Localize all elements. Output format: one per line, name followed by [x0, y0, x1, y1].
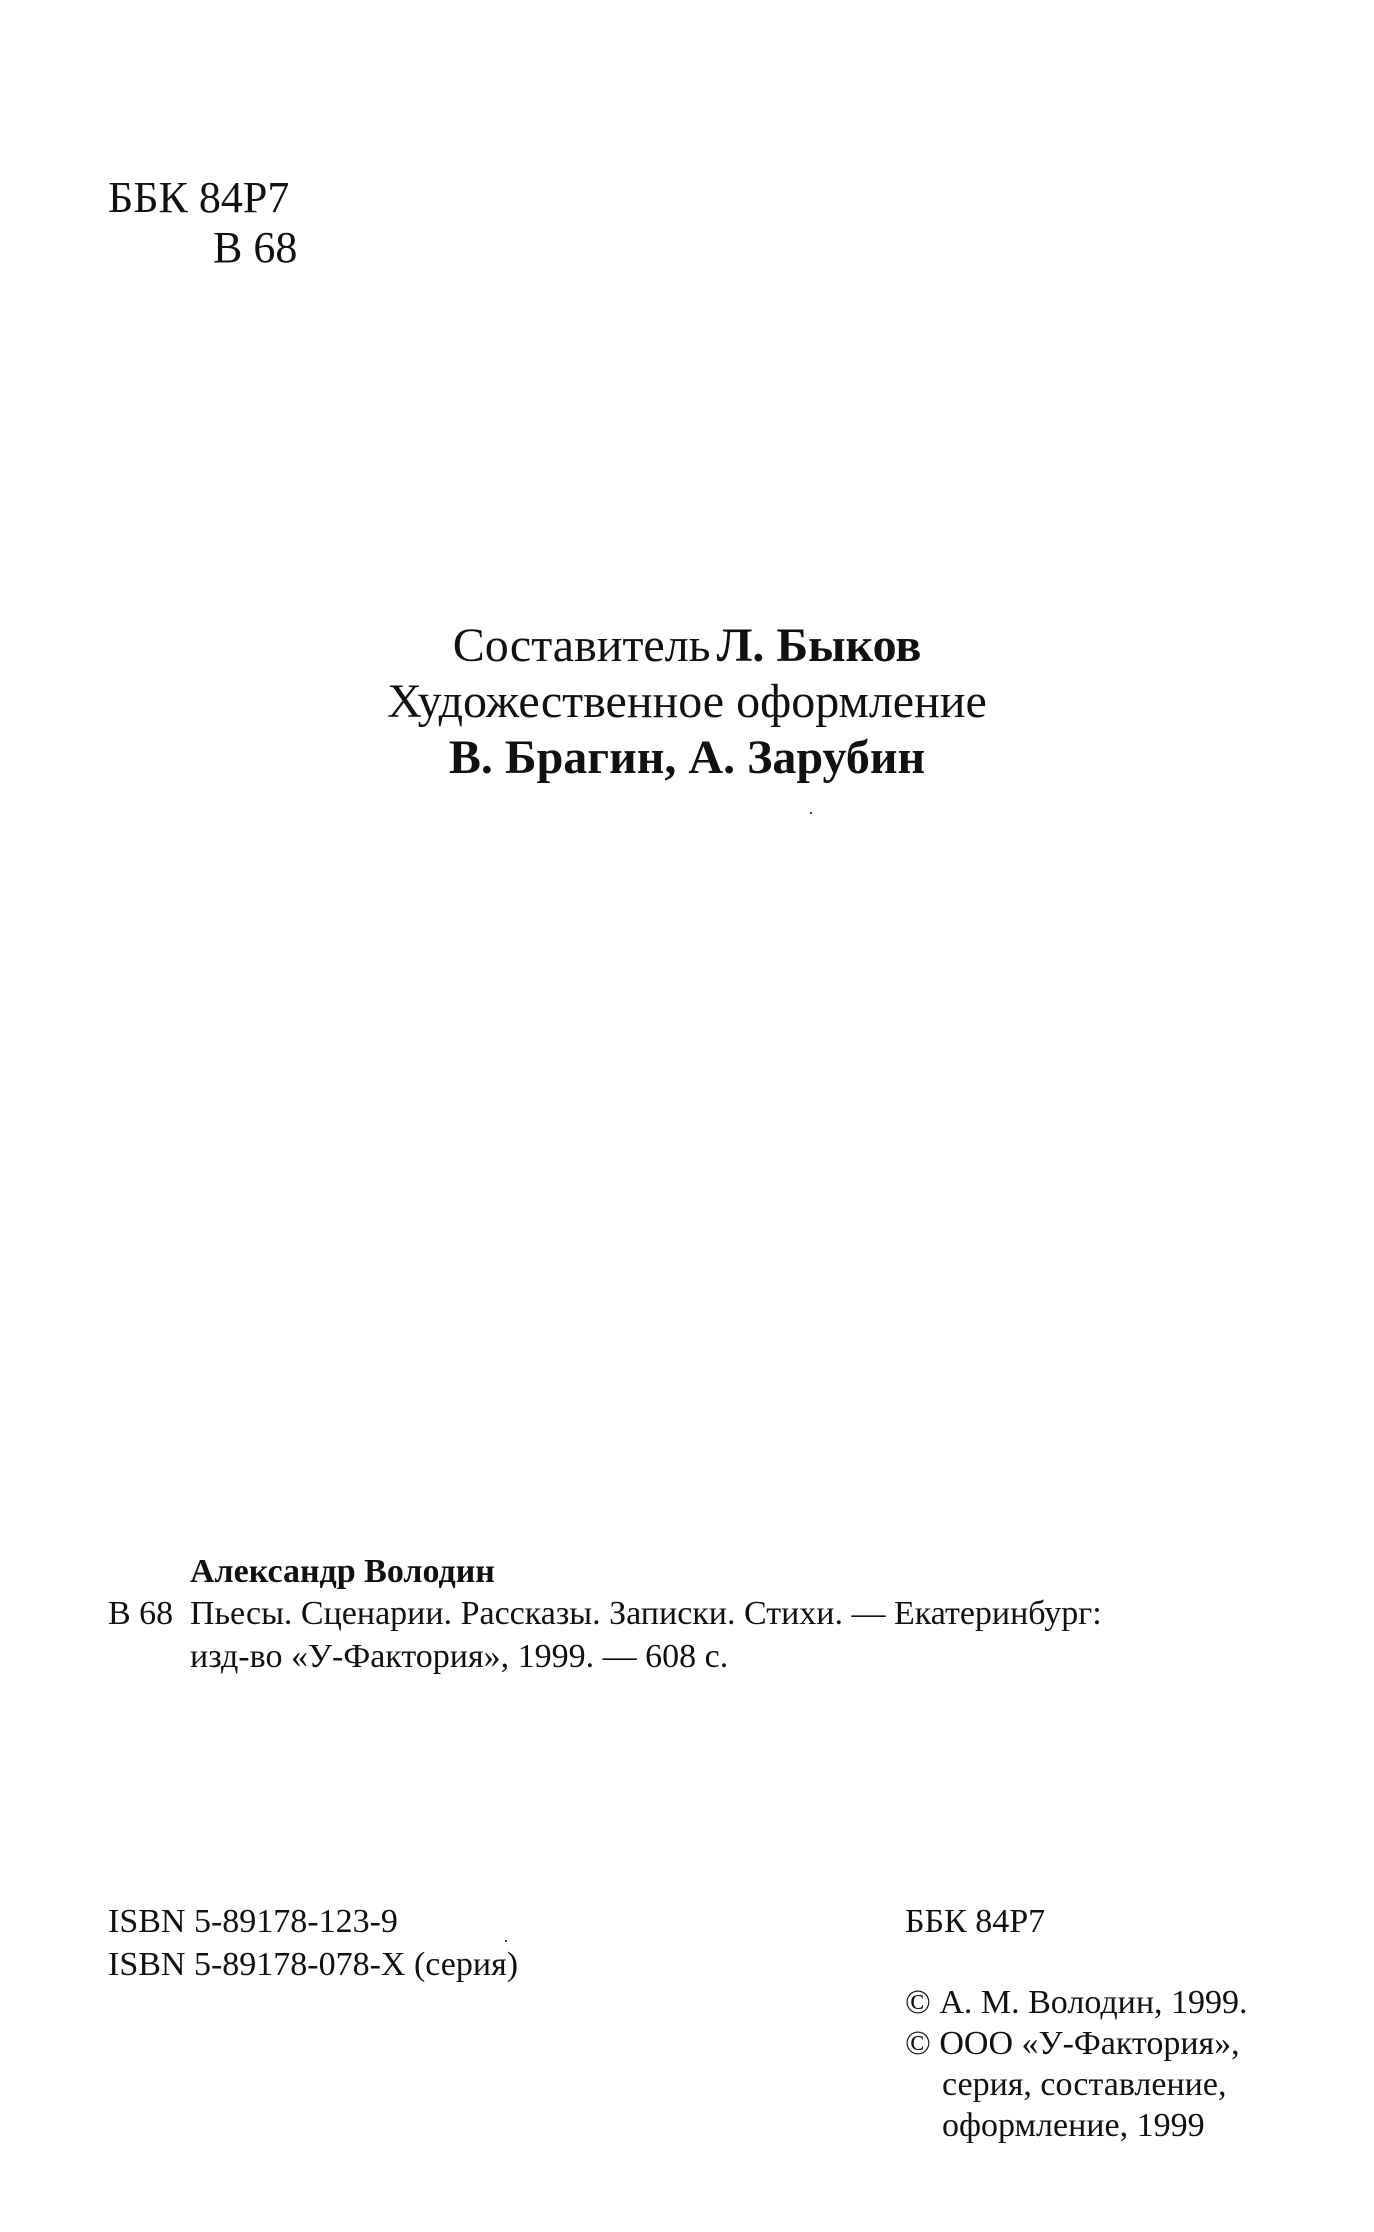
bib-catalog-code: В 68 — [108, 1595, 174, 1632]
bbk-classification-bottom: ББК 84Р7 — [905, 1903, 1046, 1940]
credit-design-label: Художественное оформление — [387, 675, 987, 728]
compiler-label: Составитель — [452, 619, 711, 672]
credit-designers: В. Брагин, А. Зарубин — [448, 731, 926, 784]
copyright-author: © А. М. Володин, 1999. — [905, 1984, 1248, 2021]
compiler-name: Л. Быков — [716, 619, 922, 672]
copyright-publisher-cont: оформление, 1999 — [942, 2107, 1205, 2144]
bib-publisher-line: изд-во «У-Фактория», 1999. — 608 с. — [190, 1638, 729, 1675]
isbn-line: ISBN 5-89178-123-9 — [108, 1903, 398, 1940]
catalog-code-top: В 68 — [213, 223, 298, 272]
credit-compiler-line — [0, 619, 1374, 672]
print-speck — [810, 812, 812, 814]
copyright-publisher: © ООО «У-Фактория», — [905, 2025, 1240, 2062]
isbn-series-line: ISBN 5-89178-078-X (серия) — [108, 1946, 519, 1983]
bib-author: Александр Володин — [190, 1553, 495, 1590]
bib-title-line: Пьесы. Сценарии. Рассказы. Записки. Стихи. — Екатеринбург: — [190, 1595, 1102, 1632]
bbk-classification-top: ББК 84Р7 — [108, 173, 290, 222]
print-speck — [505, 1940, 507, 1942]
copyright-publisher-cont: серия, составление, — [942, 2066, 1227, 2103]
